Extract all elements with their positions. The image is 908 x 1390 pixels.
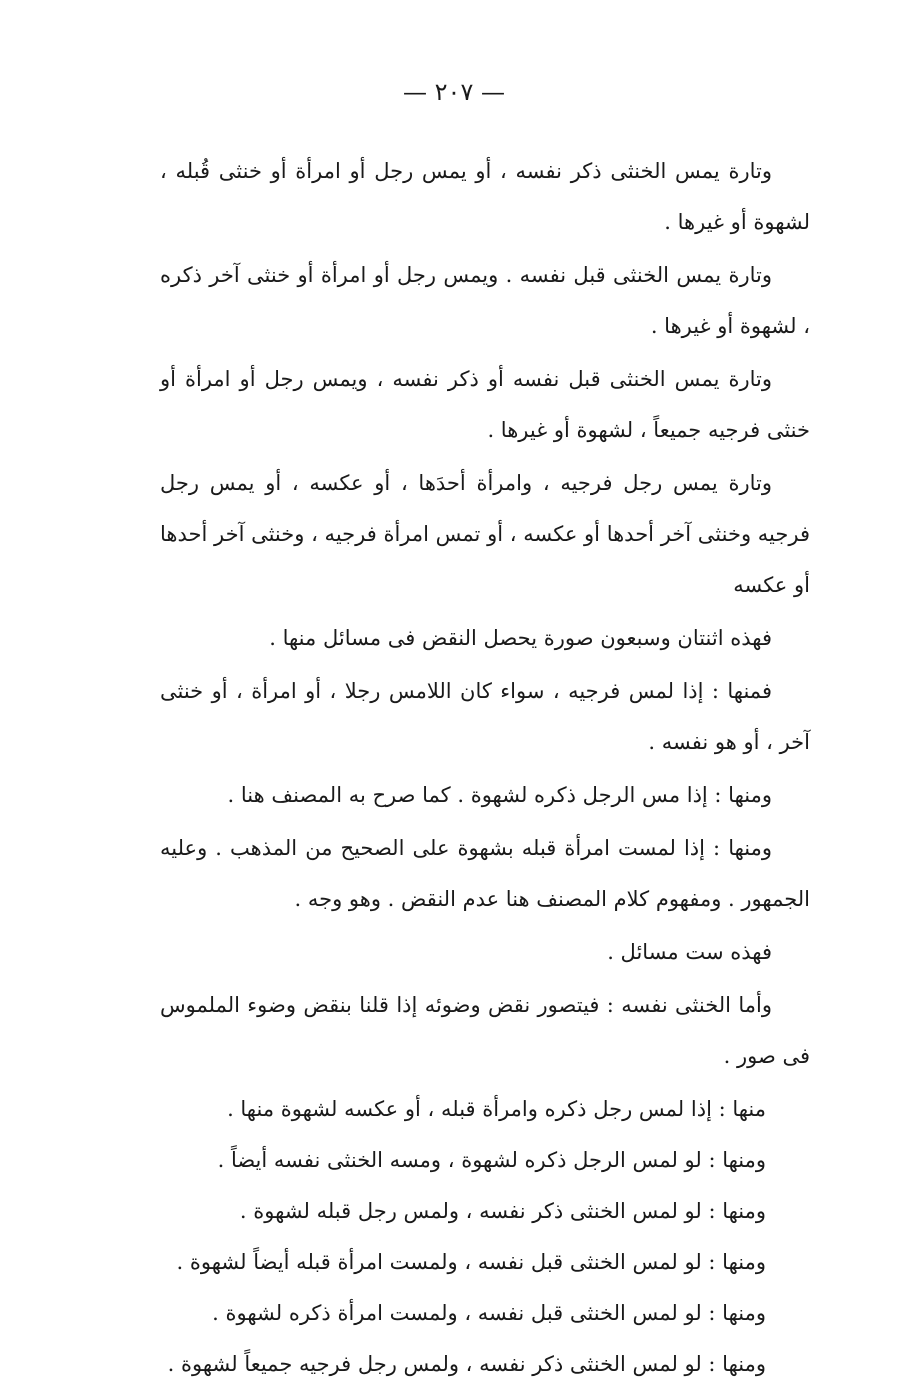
list-item: ومنها : لو لمس الخنثى ذكر نفسه ، ولمس رجل فرجيه جميعاً لشهوة . xyxy=(167,1352,766,1376)
paragraph: وتارة يمس الخنثى قبل نفسه أو ذكر نفسه ، ويمس رجل أو امرأة أو خنثى فرجيه جميعاً ، لشهوة أو غيرها . xyxy=(160,367,810,442)
list-item: منها : إذا لمس رجل ذكره وامرأة قبله ، أو عكسه لشهوة منها . xyxy=(227,1097,766,1121)
page-number: — ٢٠٧ — xyxy=(403,78,505,106)
paragraph: فهذه اثنتان وسبعون صورة يحصل النقض فى مسائل منها . xyxy=(269,626,772,650)
cases-list xyxy=(160,1084,810,1390)
paragraph: وتارة يمس الخنثى ذكر نفسه ، أو يمس رجل أو امرأة أو خنثى قُبله ، لشهوة أو غيرها . xyxy=(160,159,810,234)
list-item: ومنها : لو لمس الخنثى ذكر نفسه ، ولمس رجل قبله لشهوة . xyxy=(239,1199,766,1223)
body-text xyxy=(160,146,810,1390)
paragraph: ومنها : إذا مس الرجل ذكره لشهوة . كما صرح به المصنف هنا . xyxy=(227,783,772,807)
list-item: ومنها : لو لمس الخنثى قبل نفسه ، ولمست امرأة قبله أيضاً لشهوة . xyxy=(176,1250,766,1274)
paragraph: وتارة يمس الخنثى قبل نفسه . ويمس رجل أو امرأة أو خنثى آخر ذكره ، لشهوة أو غيرها . xyxy=(160,263,810,338)
list-item: ومنها : لو لمس الخنثى قبل نفسه ، ولمست امرأة ذكره لشهوة . xyxy=(212,1301,766,1325)
paragraph: ومنها : إذا لمست امرأة قبله بشهوة على الصحيح من المذهب . وعليه الجمهور . ومفهوم كلام المصنف هنا عدم النقض . وهو وجه . xyxy=(160,836,810,911)
paragraph: فمنها : إذا لمس فرجيه ، سواء كان اللامس رجلا ، أو امرأة ، أو خنثى آخر ، أو هو نفسه . xyxy=(160,679,810,754)
list-item: ومنها : لو لمس الرجل ذكره لشهوة ، ومسه الخنثى نفسه أيضاً . xyxy=(217,1148,766,1172)
paragraph: فهذه ست مسائل . xyxy=(607,940,772,964)
paragraph: وأما الخنثى نفسه : فيتصور نقض وضوئه إذا قلنا بنقض وضوء الملموس فى صور . xyxy=(160,993,810,1068)
paragraph: وتارة يمس رجل فرجيه ، وامرأة أحدَها ، أو عكسه ، أو يمس رجل فرجيه وخنثى آخر أحدها أو عكسه ، أو تمس امرأة فرجيه ، وخنثى آخر أحدها أو عكسه xyxy=(160,471,810,597)
